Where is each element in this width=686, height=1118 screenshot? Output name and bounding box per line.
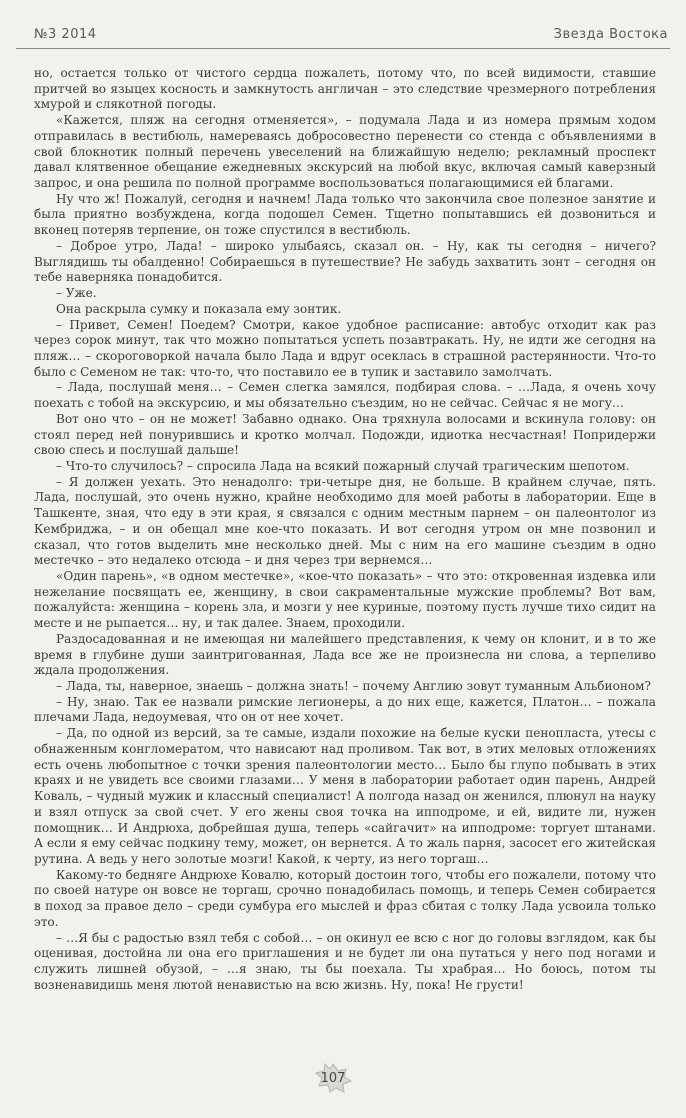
issue-number: №3 2014: [34, 27, 97, 42]
paragraph: Раздосадованная и не имеющая ни малейшего представления, к чему он клонит, и в то же время в глубине души заинтригованная, Лада все же не произнесла ни слова, а терпеливо ждала продолжения.: [34, 631, 656, 678]
paragraph: – Ну, знаю. Так ее назвали римские легионеры, а до них еще, кажется, Платон… – пожала плечами Лада, недоумевая, что он от нее хочет.: [34, 694, 656, 725]
paragraph: – Привет, Семен! Поедем? Смотри, какое удобное расписание: автобус отходит как раз через сорок минут, так что можно попытаться успеть позавтракать. Ну, не идти же сегодня на пляж… – скороговоркой начала было Лада и вдруг осеклась в страшной растерянности. Что-то было с Семеном не так: что-то, что поставило ее в тупик и заставило замолчать.: [34, 317, 656, 379]
article-body: [34, 66, 656, 993]
paragraph: – Да, по одной из версий, за те самые, издали похожие на белые куски пенопласта, утесы с обнаженным конгломератом, что нависают над проливом. Так вот, в этих меловых отложениях есть очень любопытное с точки зрения палеонтологии место… Было бы глупо побывать в этих краях и не увидеть все своими глазами… У меня в лаборатории работает один парень, Андрей Коваль, – чудный мужик и классный специалист! А полгода назад он женился, плюнул на науку и взял отпуск за свой счет. У его жены своя точка на ипподроме, и ей, видите ли, нужен помощник… И Андрюха, добрейшая душа, теперь «сайгачит» на ипподроме: торгует штанами. А если я ему сейчас подкину тему, может, он вернется. А то жаль парня, засосет его житейская рутина. А ведь у него золотые мозги! Какой, к черту, из него торгаш…: [34, 726, 656, 866]
paragraph: – …Я бы с радостью взял тебя с собой… – он окинул ее всю с ног до головы взглядом, как бы оценивая, достойна ли она его приглашения и не будет ли она путаться у него под ногами и служить лишней обузой, – …я знаю, ты бы поехала. Ты храбрая… Но боюсь, потом ты возненавидишь меня лютой ненавистью на всю жизнь. Ну, пока! Не грусти!: [34, 930, 656, 992]
paragraph: Какому-то бедняге Андрюхе Ковалю, который достоин того, чтобы его пожалели, потому что по своей натуре он вовсе не торгаш, срочно понадобилась помощь, и теперь Семен собирается в поход за правое дело – среди сумбура его мыслей и фраз сбитая с толку Лада усвоила только это.: [34, 867, 656, 929]
paragraph: – Лада, ты, наверное, знаешь – должна знать! – почему Англию зовут туманным Альбионом?: [56, 679, 651, 694]
paragraph: Ну что ж! Пожалуй, сегодня и начнем! Лада только что закончила свое полезное занятие и была приятно возбуждена, когда подошел Семен. Тщетно попытавшись ей дозвониться и вконец потеряв терпение, он тоже спустился в вестибюль.: [34, 191, 656, 238]
journal-title: Звезда Востока: [553, 27, 668, 42]
paragraph: – Я должен уехать. Это ненадолго: три-четыре дня, не больше. В крайнем случае, пять. Лада, послушай, это очень нужно, крайне необходимо для моей работы в лаборатории. Еще в Ташкенте, зная, что еду в эти края, я связался с одним местным парнем – он палеонтолог из Кембриджа, – и он обещал мне кое-что показать. И вот сегодня утром он мне позвонил и сказал, что готов выделить мне несколько дней. Мы с ним на его машине съездим в одно местечко – это недалеко отсюда – и дня через три вернемся…: [34, 474, 656, 568]
paragraph: – Доброе утро, Лада! – широко улыбаясь, сказал он. – Ну, как ты сегодня – ничего? Выглядишь ты обалденно! Собираешься в путешествие? Не забудь захватить зонт – сегодня он тебе наверняка понадобится.: [34, 238, 656, 285]
paragraph: – Уже.: [56, 286, 97, 301]
running-header: [16, 22, 670, 49]
page-number-ornament: [313, 1063, 353, 1093]
paragraph: «Кажется, пляж на сегодня отменяется», – подумала Лада и из номера прямым ходом отправилась в вестибюль, намереваясь добросовестно перенести со стенда с объявлениями в свой блокнотик полный перечень увеселений на ближайшую неделю; рекламный проспект давал клятвенное обещание ежедневных экскурсий на любой вкус, включая самый каверзный запрос, и она решила по полной программе воспользоваться полагающимися ей благами.: [34, 113, 656, 191]
paragraph: но, остается только от чистого сердца пожалеть, потому что, по всей видимости, ставшие притчей во языцех косность и замкнутость англичан – это следствие чрезмерного потребления хмурой и слякотной погоды.: [34, 66, 656, 112]
paragraph: – Лада, послушай меня… – Семен слегка замялся, подбирая слова. – …Лада, я очень хочу поехать с тобой на экскурсию, и мы обязательно съездим, но не сейчас. Сейчас я не могу…: [34, 380, 656, 411]
paragraph: «Один парень», «в одном местечке», «кое-что показать» – что это: откровенная издевка или нежелание посвящать ее, женщину, в свои сакраментальные мужские проблемы? Вот вам, пожалуйста: женщина – корень зла, и мозги у нее куриные, поэтому пусть лучше тихо сидит на месте и не рыпается… ну, и так далее. Знаем, проходили.: [34, 569, 656, 631]
paragraph: Вот оно что – он не может! Забавно однако. Она тряхнула волосами и вскинула голову: он стоял перед ней понурившись и кротко молчал. Подожди, идиотка несчастная! Попридержи свою спесь и послушай дальше!: [34, 411, 656, 458]
paragraph: – Что-то случилось? – спросила Лада на всякий пожарный случай трагическим шепотом.: [56, 458, 630, 473]
paragraph: Она раскрыла сумку и показала ему зонтик.: [56, 301, 342, 316]
page-number: 107: [320, 1070, 346, 1086]
